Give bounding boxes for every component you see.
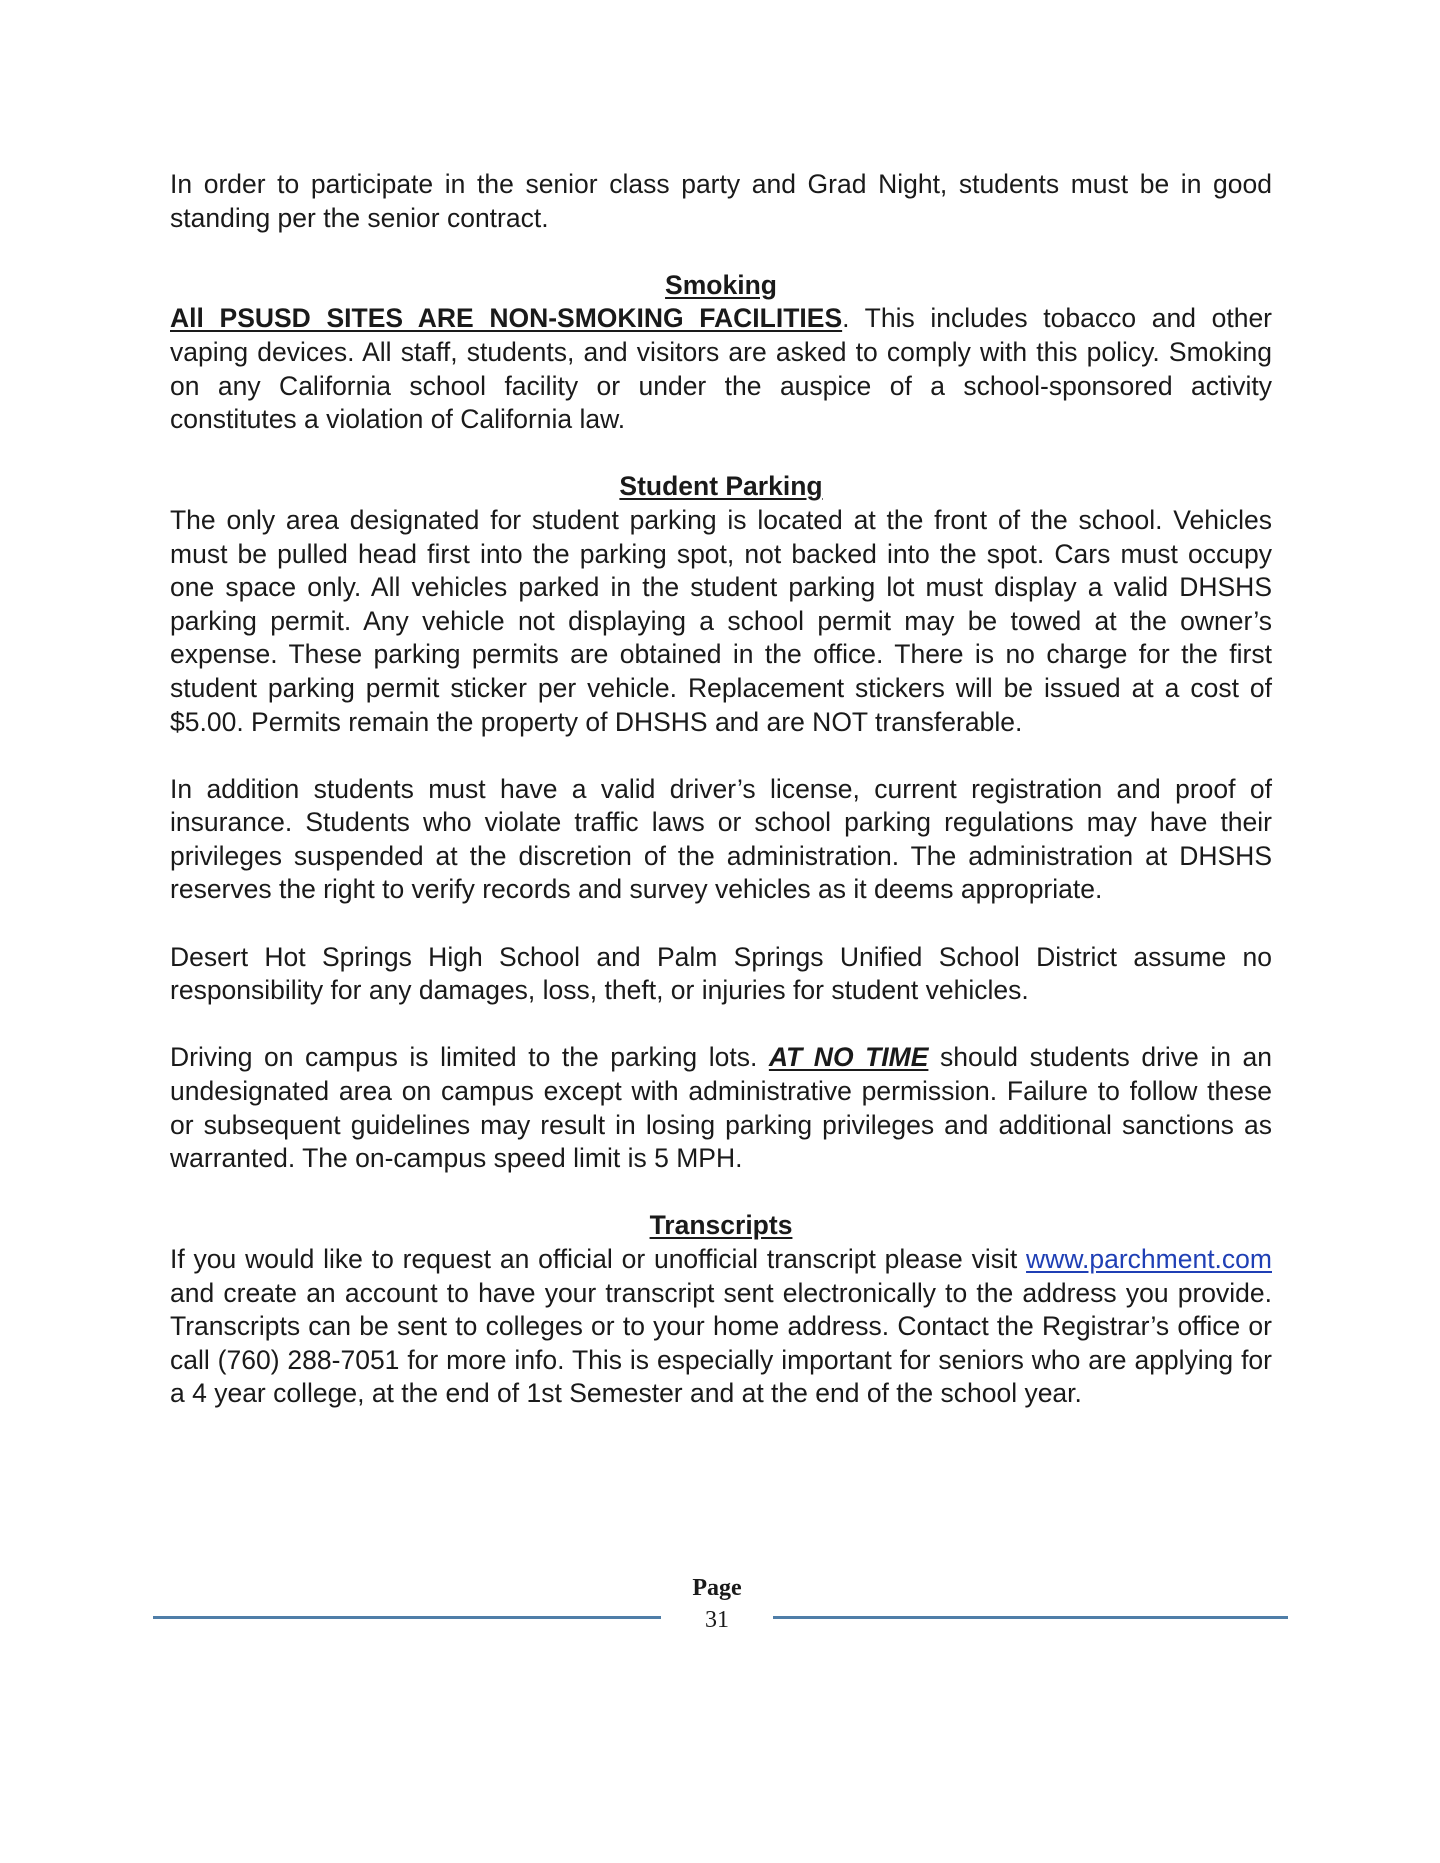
footer-rule-left — [153, 1616, 661, 1619]
smoking-policy-lead: All PSUSD SITES ARE NON-SMOKING FACILITIES — [170, 303, 843, 334]
smoking-heading: Smoking — [665, 269, 777, 300]
spacer — [170, 739, 1272, 773]
transcripts-text-after: and create an account to have your transcript sent electronically to the address you provide. Transcripts can be sent to colleges or to your home address. Contact the Registrar’s office or call (760) 288-7051 for more info. This is especially important for seniors who are applying for a 4 year college, at the end of 1st Semester and at the end of the school year. — [170, 1277, 1272, 1409]
page-footer — [153, 1572, 1288, 1642]
spacer — [170, 235, 1272, 269]
smoking-policy-body: . This includes tobacco and other vaping devices. All staff, students, and visitors are asked to comply with this policy. Smoking on any California school facility or under the auspice of a school-sponsored activity constitutes a violation of California law. — [170, 303, 1273, 435]
parking-paragraph-1: The only area designated for student parking is located at the front of the school. Vehicles must be pulled head first into the parking spot, not backed into the spot. Cars must occupy one space only. All vehicles parked in the student parking lot must display a valid DHSHS parking permit. Any vehicle not displaying a school permit may be towed at the owner’s expense. These parking permits are obtained in the office. There is no charge for the first student parking permit sticker per vehicle. Replacement stickers will be issued at a cost of $5.00. Permits remain the property of DHSHS and are NOT transferable. — [170, 504, 1272, 737]
page-number — [661, 1572, 773, 1636]
document-page — [170, 168, 1272, 1411]
page-label: Page — [692, 1575, 742, 1601]
transcripts-text-before: If you would like to request an official or unofficial transcript please visit — [170, 1244, 1027, 1274]
spacer — [170, 1176, 1272, 1210]
spacer — [170, 907, 1272, 941]
parking-paragraph-4 — [170, 1041, 1272, 1175]
driving-text-after: should students drive in an undesignated area on campus except with administrative permission. Failure to follow these or subsequent guidelines may result in losing parking privileges and additional sanctions as warranted. The on-campus speed limit is 5 MPH. — [170, 1042, 1272, 1174]
page-number-value: 31 — [705, 1607, 729, 1633]
parchment-link[interactable]: www.parchment.com — [1026, 1244, 1272, 1274]
transcripts-paragraph — [170, 1243, 1272, 1411]
student-parking-heading: Student Parking — [619, 471, 823, 502]
parking-paragraph-3: Desert Hot Springs High School and Palm Springs Unified School District assume no responsibility for any damages, loss, theft, or injuries for student vehicles. — [170, 941, 1272, 1006]
transcripts-heading: Transcripts — [649, 1210, 793, 1241]
spacer — [170, 437, 1272, 471]
intro-paragraph: In order to participate in the senior class party and Grad Night, students must be in good standing per the senior contract. — [170, 169, 1272, 233]
spacer — [170, 1008, 1272, 1042]
footer-rule-right — [773, 1616, 1288, 1619]
parking-paragraph-2: In addition students must have a valid driver’s license, current registration and proof of insurance. Students who violate traffic laws or school parking regulations may have their privileges suspended at the discretion of the administration. The administration at DHSHS reserves the right to verify records and survey vehicles as it deems appropriate. — [170, 773, 1272, 905]
at-no-time-emphasis: AT NO TIME — [768, 1042, 929, 1073]
smoking-paragraph — [170, 302, 1272, 436]
driving-text-before: Driving on campus is limited to the parking lots. — [170, 1042, 769, 1073]
